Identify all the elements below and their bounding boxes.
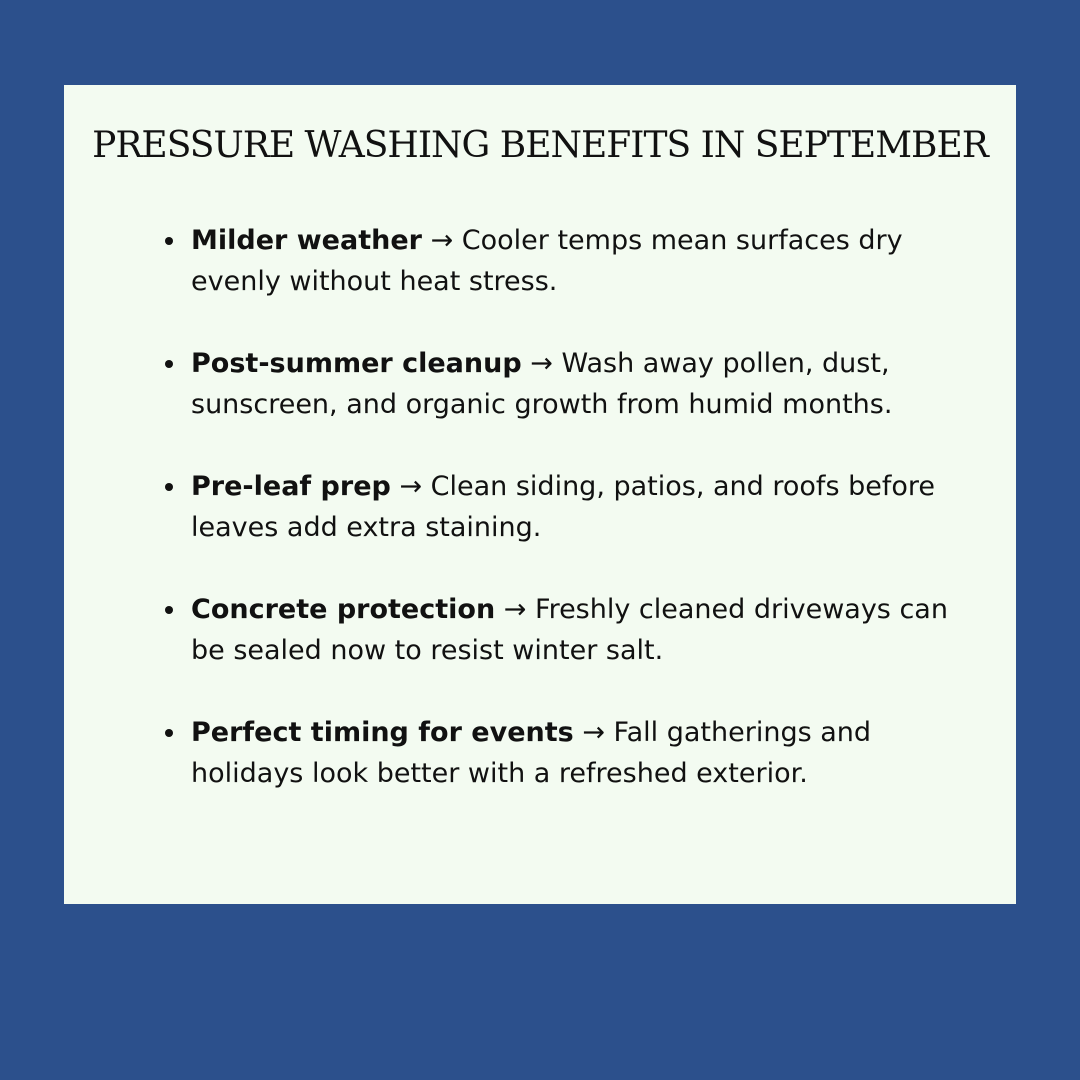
arrow-icon: →: [582, 717, 605, 748]
benefit-item: [191, 712, 951, 794]
benefit-label: Milder weather: [191, 225, 422, 256]
benefit-label: Perfect timing for events: [191, 717, 574, 748]
benefit-item: [191, 466, 951, 548]
benefit-item: [191, 343, 951, 425]
arrow-icon: →: [503, 594, 527, 625]
page-title: PRESSURE WASHING BENEFITS IN SEPTEMBER: [92, 125, 988, 166]
bullet-icon: [165, 237, 173, 245]
benefit-text: Fall gatherings and holidays look better with a refreshed exterior.: [191, 717, 872, 789]
benefits-list: [191, 220, 951, 835]
bullet-icon: [165, 483, 173, 491]
benefit-item: [191, 220, 951, 302]
arrow-icon: →: [399, 471, 423, 502]
benefit-item: [191, 589, 951, 671]
benefit-text: Freshly cleaned driveways can be sealed now to resist winter salt.: [191, 594, 948, 666]
bullet-icon: [165, 360, 173, 368]
benefit-text: Wash away pollen, dust, sunscreen, and organic growth from humid months.: [191, 348, 893, 420]
arrow-icon: →: [430, 225, 454, 256]
content-card: [64, 85, 1016, 904]
benefit-label: Post-summer cleanup: [191, 348, 522, 379]
benefit-text: Cooler temps mean surfaces dry evenly without heat stress.: [191, 225, 903, 297]
benefit-text: Clean siding, patios, and roofs before leaves add extra staining.: [191, 471, 935, 543]
bullet-icon: [165, 729, 173, 737]
bullet-icon: [165, 606, 173, 614]
benefit-label: Concrete protection: [191, 594, 496, 625]
benefit-label: Pre-leaf prep: [191, 471, 391, 502]
arrow-icon: →: [530, 348, 553, 379]
